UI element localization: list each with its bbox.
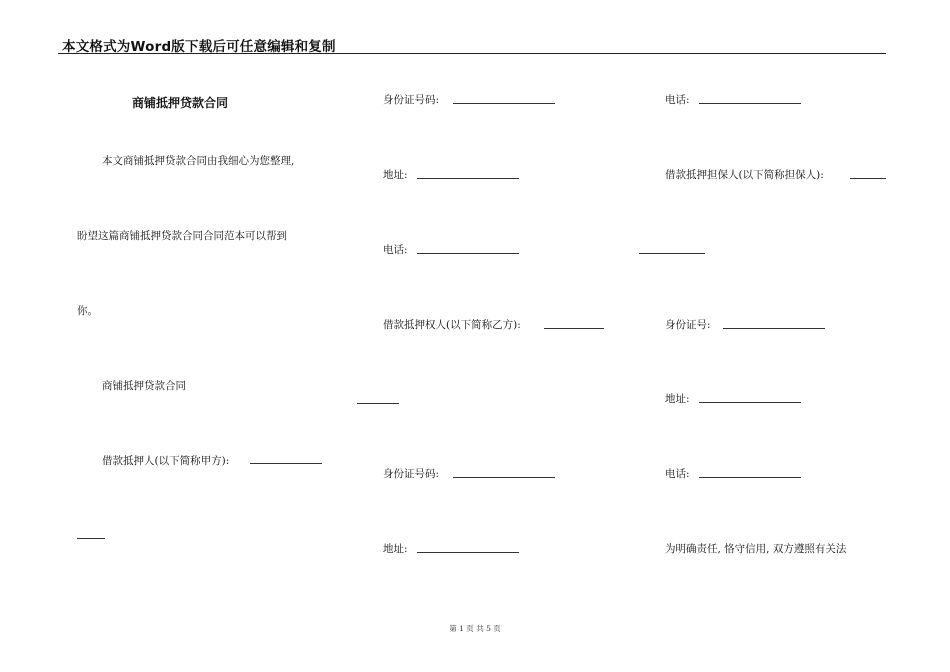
address-label-1: 地址:	[383, 169, 408, 181]
phone-label-1: 电话:	[383, 244, 408, 256]
address-blank-2	[417, 552, 519, 553]
party-b-label: 借款抵押权人(以下简称乙方):	[383, 319, 521, 331]
party-b-blank-continued	[357, 403, 399, 404]
guarantor-blank	[850, 178, 886, 179]
party-b-blank	[544, 328, 604, 329]
id-number-label-1: 身份证号码:	[383, 94, 440, 106]
guarantor-id-label: 身份证号:	[665, 319, 711, 331]
guarantor-id-blank	[723, 328, 825, 329]
guarantor-phone-label: 电话:	[665, 468, 690, 480]
contract-title: 商铺抵押贷款合同	[132, 96, 229, 110]
intro-line-3: 你。	[77, 305, 98, 317]
closing-text: 为明确责任, 恪守信用, 双方遵照有关法	[665, 543, 847, 555]
intro-line-1: 本文商铺抵押贷款合同由我细心为您整理,	[102, 155, 295, 167]
address-label-2: 地址:	[383, 543, 408, 555]
guarantor-phone-blank	[699, 477, 801, 478]
guarantor-address-label: 地址:	[665, 393, 690, 405]
page-number: 第 1 页 共 5 页	[449, 624, 501, 633]
id-number-blank-1	[453, 103, 555, 104]
party-a-label: 借款抵押人(以下简称甲方):	[102, 455, 230, 467]
party-a-blank-continued	[77, 538, 105, 539]
id-number-blank-2	[453, 477, 555, 478]
contract-name: 商铺抵押贷款合同	[102, 380, 186, 392]
guarantor-label: 借款抵押担保人(以下简称担保人):	[665, 169, 824, 181]
document-header: 本文格式为Word版下载后可任意编辑和复制	[62, 39, 336, 55]
phone-blank-1	[417, 253, 519, 254]
party-a-blank	[250, 463, 322, 464]
intro-line-2: 盼望这篇商铺抵押贷款合同合同范本可以帮到	[77, 230, 287, 242]
guarantor-address-blank	[699, 402, 801, 403]
header-rule	[58, 53, 886, 54]
guarantor-blank-continued	[639, 253, 705, 254]
address-blank-1	[417, 178, 519, 179]
phone-label-2: 电话:	[665, 94, 690, 106]
id-number-label-2: 身份证号码:	[383, 468, 440, 480]
phone-blank-2	[699, 103, 801, 104]
